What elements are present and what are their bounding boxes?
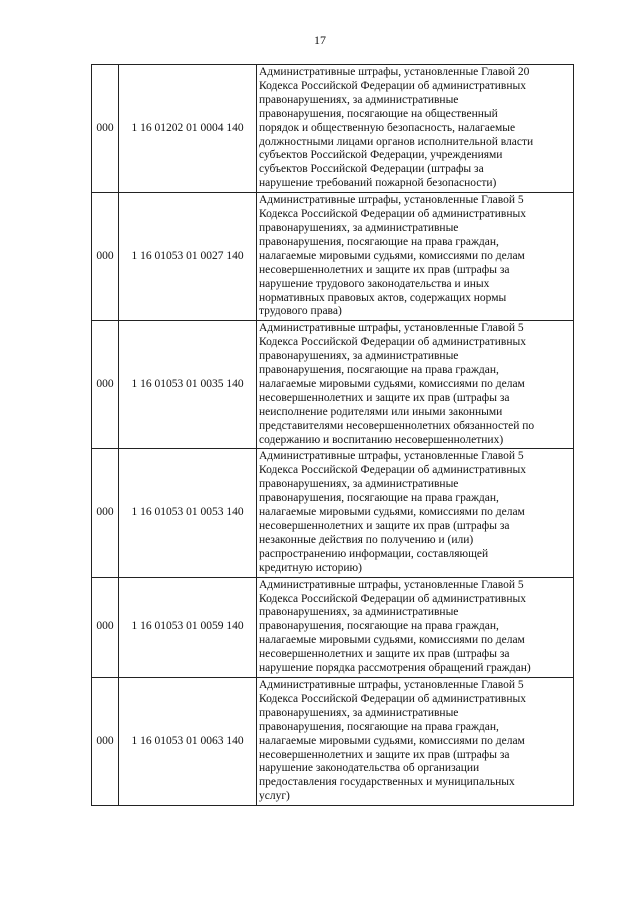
description-line: правонарушения, посягающие на права граждан, bbox=[259, 364, 499, 377]
table-row bbox=[92, 577, 574, 677]
description-line: Административные штрафы, установленные Главой 5 bbox=[259, 450, 524, 463]
table-body bbox=[92, 65, 574, 806]
description-line: несовершеннолетних и защите их прав (штрафы за bbox=[259, 391, 510, 404]
description-cell bbox=[257, 321, 574, 449]
admin-code-cell: 000 bbox=[92, 677, 119, 805]
description-line: субъектов Российской Федерации (штрафы за bbox=[259, 163, 484, 176]
description-line: Кодекса Российской Федерации об административных bbox=[259, 692, 526, 705]
description-cell bbox=[257, 65, 574, 193]
description-line: Кодекса Российской Федерации об административных bbox=[259, 336, 526, 349]
description-line: несовершеннолетних и защите их прав (штрафы за bbox=[259, 648, 510, 661]
description-line: правонарушения, посягающие на права граждан, bbox=[259, 492, 499, 505]
description-line: правонарушениях, за административные bbox=[259, 350, 459, 363]
description-line: неисполнение родителями или иными законными bbox=[259, 405, 503, 418]
description-line: правонарушениях, за административные bbox=[259, 93, 459, 106]
description-line: несовершеннолетних и защите их прав (штрафы за bbox=[259, 263, 510, 276]
description-line: Административные штрафы, установленные Главой 5 bbox=[259, 678, 524, 691]
description-line: субъектов Российской Федерации, учреждениями bbox=[259, 149, 503, 162]
description-line: Кодекса Российской Федерации об административных bbox=[259, 592, 526, 605]
description-line: Административные штрафы, установленные Главой 20 bbox=[259, 66, 530, 78]
admin-code-cell: 000 bbox=[92, 65, 119, 193]
description-line: правонарушения, посягающие на общественный bbox=[259, 107, 498, 120]
table-row bbox=[92, 449, 574, 577]
description-line: незаконные действия по получению и (или) bbox=[259, 533, 474, 546]
description-line: налагаемые мировыми судьями, комиссиями по делам bbox=[259, 377, 525, 390]
description-line: распространению информации, составляющей bbox=[259, 547, 489, 560]
description-line: нарушение законодательства об организации bbox=[259, 762, 480, 775]
description-line: правонарушениях, за административные bbox=[259, 606, 459, 619]
description-line: содержанию и воспитанию несовершеннолетних) bbox=[259, 433, 504, 446]
description-line: предоставления государственных и муниципальных bbox=[259, 776, 515, 789]
description-line: налагаемые мировыми судьями, комиссиями по делам bbox=[259, 634, 525, 647]
admin-code-cell: 000 bbox=[92, 577, 119, 677]
description-line: налагаемые мировыми судьями, комиссиями по делам bbox=[259, 249, 525, 262]
description-line: нормативных правовых актов, содержащих нормы bbox=[259, 291, 507, 304]
budget-code-cell: 1 16 01053 01 0063 140 bbox=[119, 677, 257, 805]
description-line: правонарушения, посягающие на права граждан, bbox=[259, 235, 499, 248]
description-line: Кодекса Российской Федерации об административных bbox=[259, 208, 526, 221]
description-line: правонарушениях, за административные bbox=[259, 221, 459, 234]
admin-code-cell: 000 bbox=[92, 193, 119, 321]
description-line: нарушение трудового законодательства и иных bbox=[259, 277, 490, 290]
description-line: Административные штрафы, установленные Главой 5 bbox=[259, 322, 524, 335]
description-cell bbox=[257, 449, 574, 577]
description-line: трудового права) bbox=[259, 305, 342, 318]
table-row bbox=[92, 193, 574, 321]
admin-code-cell: 000 bbox=[92, 449, 119, 577]
description-line: Кодекса Российской Федерации об административных bbox=[259, 79, 526, 92]
description-line: правонарушения, посягающие на права граждан, bbox=[259, 620, 499, 633]
table-row bbox=[92, 321, 574, 449]
description-line: Административные штрафы, установленные Главой 5 bbox=[259, 194, 524, 207]
description-line: несовершеннолетних и защите их прав (штрафы за bbox=[259, 520, 510, 532]
description-cell bbox=[257, 677, 574, 805]
description-cell bbox=[257, 193, 574, 321]
description-line: представителями несовершеннолетних обязанностей по bbox=[259, 419, 535, 432]
description-line: нарушение требований пожарной безопасности) bbox=[259, 177, 497, 190]
description-line: правонарушениях, за административные bbox=[259, 478, 459, 491]
description-line: налагаемые мировыми судьями, комиссиями по делам bbox=[259, 734, 525, 747]
codes-table bbox=[91, 64, 574, 806]
description-line: порядок и общественную безопасность, налагаемые bbox=[259, 121, 516, 134]
description-line: Кодекса Российской Федерации об административных bbox=[259, 464, 526, 477]
table-row bbox=[92, 65, 574, 193]
budget-code-cell: 1 16 01053 01 0053 140 bbox=[119, 449, 257, 577]
description-line: услуг) bbox=[259, 790, 290, 803]
budget-code-cell: 1 16 01053 01 0059 140 bbox=[119, 577, 257, 677]
budget-code-cell: 1 16 01202 01 0004 140 bbox=[119, 65, 257, 193]
description-line: нарушение порядка рассмотрения обращений граждан) bbox=[259, 662, 531, 675]
budget-code-cell: 1 16 01053 01 0035 140 bbox=[119, 321, 257, 449]
description-line: Административные штрафы, установленные Главой 5 bbox=[259, 578, 524, 591]
table-row bbox=[92, 677, 574, 805]
budget-code-cell: 1 16 01053 01 0027 140 bbox=[119, 193, 257, 321]
description-line: правонарушения, посягающие на права граждан, bbox=[259, 720, 499, 733]
description-line: кредитную историю) bbox=[259, 561, 362, 574]
page-number: 17 bbox=[314, 33, 326, 47]
description-line: налагаемые мировыми судьями, комиссиями по делам bbox=[259, 506, 525, 519]
description-line: должностными лицами органов исполнительной власти bbox=[259, 135, 534, 148]
description-line: несовершеннолетних и защите их прав (штрафы за bbox=[259, 748, 510, 761]
description-cell bbox=[257, 577, 574, 677]
admin-code-cell: 000 bbox=[92, 321, 119, 449]
description-line: правонарушениях, за административные bbox=[259, 706, 459, 719]
